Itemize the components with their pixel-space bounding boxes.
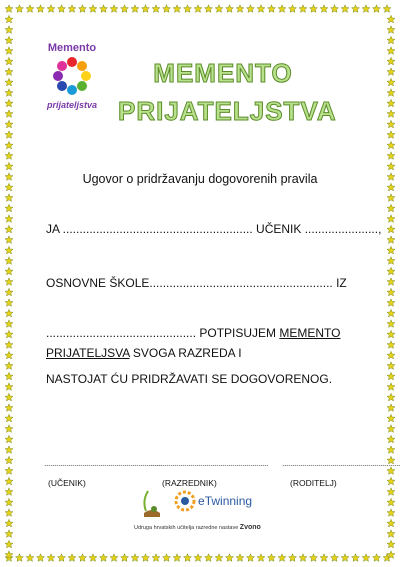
etwinning-prefix: e (198, 494, 205, 508)
l2-b: ....................................................... (149, 276, 333, 290)
association-text (134, 524, 261, 531)
border-star (341, 554, 349, 562)
border-star (387, 488, 395, 496)
label-parent: (RODITELJ) (290, 478, 337, 488)
border-star (5, 57, 13, 65)
border-star (387, 530, 395, 538)
border-star (289, 554, 297, 562)
border-star (5, 204, 13, 212)
border-star (387, 414, 395, 422)
border-star (205, 5, 213, 13)
border-star (5, 152, 13, 160)
border-star (5, 477, 13, 485)
border-star (387, 99, 395, 107)
label-student: (UČENIK) (48, 478, 86, 488)
l1-b: UČENIK (256, 222, 302, 236)
border-star (184, 554, 192, 562)
border-star (387, 288, 395, 296)
border-star (5, 509, 13, 517)
memento-logo (36, 40, 108, 110)
border-star (341, 5, 349, 13)
border-star (142, 554, 150, 562)
border-star (257, 554, 265, 562)
border-star (5, 257, 13, 265)
border-star (89, 5, 97, 13)
border-star (26, 554, 34, 562)
border-star (5, 372, 13, 380)
border-star (387, 404, 395, 412)
border-star (247, 5, 255, 13)
border-star (110, 5, 118, 13)
l1-a: JA ......................................................... (46, 222, 257, 236)
border-star (5, 68, 13, 76)
border-star (152, 5, 160, 13)
border-star (320, 5, 328, 13)
subtitle: Ugovor o pridržavanju dogovorenih pravila (82, 172, 318, 186)
border-star (268, 554, 276, 562)
border-star (387, 215, 395, 223)
border-star (89, 554, 97, 562)
border-star (387, 152, 395, 160)
border-star (5, 110, 13, 118)
border-star (5, 446, 13, 454)
border-star (383, 5, 391, 13)
border-star (26, 5, 34, 13)
signature-line-parent: ........................................................... (282, 458, 400, 468)
border-star (5, 488, 13, 496)
association-name: Zvono (239, 524, 261, 531)
border-star (387, 477, 395, 485)
border-star (5, 47, 13, 55)
border-star (289, 5, 297, 13)
border-star (387, 57, 395, 65)
border-star (373, 5, 381, 13)
border-star (194, 5, 202, 13)
border-star (37, 5, 45, 13)
l1-c: ......................, (301, 222, 382, 236)
l4-a: PRIJATELJSVA (46, 346, 130, 360)
border-star (16, 5, 24, 13)
border-star (226, 5, 234, 13)
border-star (5, 383, 13, 391)
border-star (362, 5, 370, 13)
border-star (387, 47, 395, 55)
border-star (37, 554, 45, 562)
border-star (5, 89, 13, 97)
etwinning-logo (198, 494, 252, 508)
border-star (5, 78, 13, 86)
border-star (352, 554, 360, 562)
border-star (79, 5, 87, 13)
l2-c: IZ (332, 276, 347, 290)
border-star (387, 540, 395, 548)
border-star (387, 299, 395, 307)
border-star (320, 554, 328, 562)
border-star (121, 5, 129, 13)
etwinning-star-icon (174, 490, 196, 512)
border-star (5, 351, 13, 359)
border-star (58, 5, 66, 13)
border-star (205, 554, 213, 562)
border-star (215, 5, 223, 13)
border-star (5, 467, 13, 475)
l4-b: SVOGA RAZREDA I (129, 346, 242, 360)
promise-line: NASTOJAT ĆU PRIDRŽAVATI SE DOGOVORENOG. (46, 372, 333, 386)
border-star (16, 554, 24, 562)
border-star (387, 372, 395, 380)
border-star (387, 89, 395, 97)
border-star (387, 341, 395, 349)
class-line (46, 346, 242, 360)
signature-line-teacher: ........................................................... (150, 458, 269, 468)
border-star (299, 5, 307, 13)
border-star (278, 554, 286, 562)
border-star (5, 99, 13, 107)
border-star (278, 5, 286, 13)
border-star (163, 5, 171, 13)
border-star (247, 554, 255, 562)
border-star (5, 278, 13, 286)
border-star (387, 78, 395, 86)
border-star (331, 554, 339, 562)
border-star (58, 554, 66, 562)
border-star (387, 236, 395, 244)
title-line-1: MEMENTO (153, 58, 293, 88)
border-star (257, 5, 265, 13)
border-star (5, 36, 13, 44)
border-star (5, 393, 13, 401)
border-star (310, 554, 318, 562)
border-star (352, 5, 360, 13)
border-star (5, 404, 13, 412)
border-star (387, 225, 395, 233)
border-star (5, 267, 13, 275)
border-star (68, 554, 76, 562)
border-star (131, 5, 139, 13)
border-star (387, 519, 395, 527)
border-star (5, 246, 13, 254)
border-star (5, 498, 13, 506)
border-star (110, 554, 118, 562)
border-star (387, 393, 395, 401)
border-star (387, 509, 395, 517)
border-star (121, 554, 129, 562)
border-star (387, 120, 395, 128)
border-star (100, 554, 108, 562)
border-star (387, 141, 395, 149)
border-star (5, 141, 13, 149)
border-star (387, 309, 395, 317)
border-star (268, 5, 276, 13)
l3-b: MEMENTO (279, 326, 341, 340)
border-star (387, 446, 395, 454)
border-star (5, 530, 13, 538)
border-star (5, 456, 13, 464)
border-star (47, 5, 55, 13)
border-star (387, 362, 395, 370)
border-star (387, 204, 395, 212)
border-star (331, 5, 339, 13)
border-star (142, 5, 150, 13)
border-star (5, 435, 13, 443)
border-star (387, 26, 395, 34)
border-star (387, 162, 395, 170)
border-star (131, 554, 139, 562)
border-star (5, 215, 13, 223)
border-star (387, 68, 395, 76)
border-star (152, 554, 160, 562)
l3-a: ............................................. POTPISUJEM (46, 326, 280, 340)
sign-line (46, 326, 341, 340)
border-star (387, 246, 395, 254)
border-star (5, 162, 13, 170)
logo-bottom-text: prijateljstva (46, 100, 98, 110)
border-star (387, 351, 395, 359)
student-line (46, 222, 381, 236)
border-star (299, 554, 307, 562)
border-star (5, 225, 13, 233)
border-star (5, 309, 13, 317)
border-star (5, 194, 13, 202)
border-star (47, 554, 55, 562)
border-star (236, 5, 244, 13)
border-star (215, 554, 223, 562)
border-star (5, 341, 13, 349)
l2-a: OSNOVNE ŠKOLE (46, 276, 150, 290)
etwinning-word: Twinning (204, 494, 253, 508)
border-star (163, 554, 171, 562)
label-teacher: (RAZREDNIK) (162, 478, 217, 488)
border-star (5, 15, 13, 23)
border-star (173, 5, 181, 13)
school-line (46, 276, 347, 290)
border-star (387, 194, 395, 202)
border-star (5, 26, 13, 34)
border-star (387, 498, 395, 506)
border-star (5, 519, 13, 527)
border-star (5, 131, 13, 139)
border-star (5, 330, 13, 338)
border-star (387, 425, 395, 433)
border-star (373, 554, 381, 562)
border-star (68, 5, 76, 13)
border-star (387, 36, 395, 44)
border-star (387, 131, 395, 139)
border-star (236, 554, 244, 562)
border-star (387, 267, 395, 275)
border-star (5, 540, 13, 548)
border-star (387, 320, 395, 328)
border-star (5, 288, 13, 296)
border-star (5, 320, 13, 328)
border-star (310, 5, 318, 13)
border-star (5, 120, 13, 128)
title-line-2: PRIJATELJSTVA (118, 96, 337, 126)
border-star (173, 554, 181, 562)
border-star (5, 425, 13, 433)
border-star (5, 5, 13, 13)
border-star (100, 5, 108, 13)
border-star (387, 15, 395, 23)
border-star (387, 110, 395, 118)
signature-line-student: ........................................................... (44, 458, 163, 468)
border-star (5, 362, 13, 370)
border-star (79, 554, 87, 562)
border-star (362, 554, 370, 562)
border-star (387, 330, 395, 338)
border-star (387, 278, 395, 286)
border-star (226, 554, 234, 562)
border-star (5, 236, 13, 244)
association-label: Udruga hrvatskih učitelja razredne nastave (134, 525, 239, 531)
border-star (5, 414, 13, 422)
logo-top-text: Memento (47, 42, 97, 54)
border-star (184, 5, 192, 13)
border-star (5, 299, 13, 307)
border-star (194, 554, 202, 562)
zvono-logo (138, 487, 166, 523)
border-star (387, 435, 395, 443)
border-star (387, 383, 395, 391)
border-star (387, 257, 395, 265)
